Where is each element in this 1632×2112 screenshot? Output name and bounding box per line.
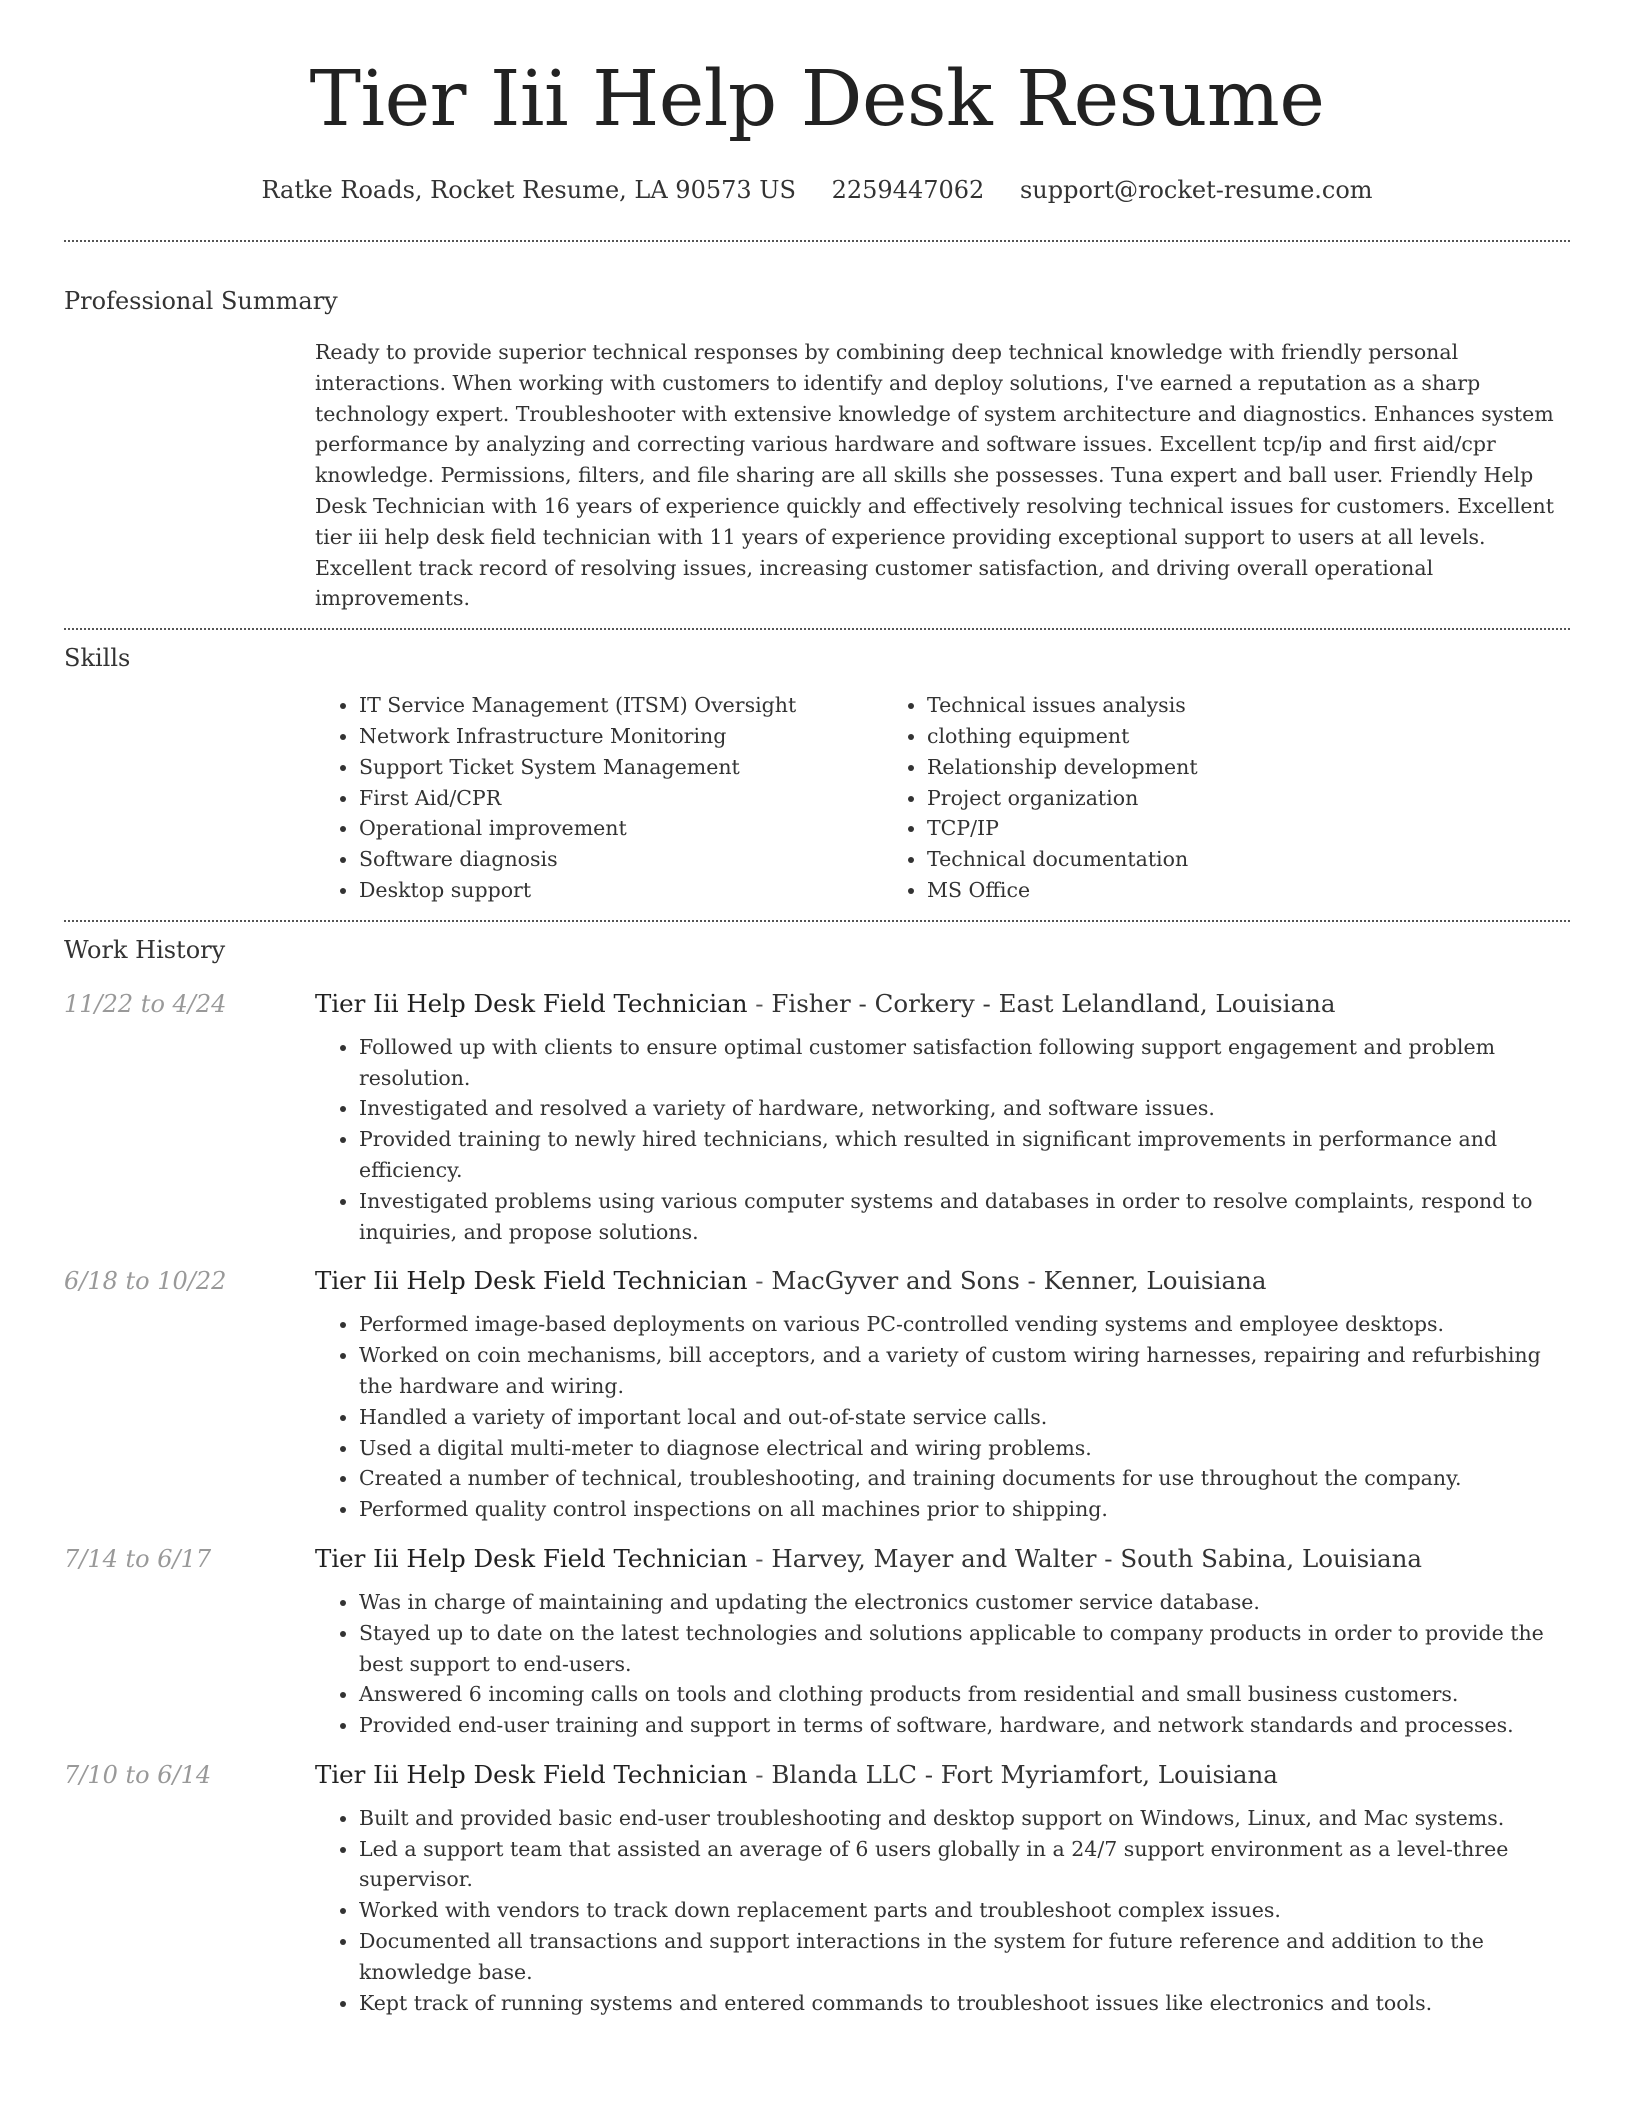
skill-item: • Relationship development: [927, 752, 1537, 783]
skill-item: • TCP/IP: [927, 813, 1537, 844]
skill-item: • MS Office: [927, 875, 1537, 906]
job-entry: [64, 1543, 1570, 1741]
skill-item: • Support Ticket System Management: [359, 752, 887, 783]
job-title-separator: -: [755, 1543, 772, 1573]
skill-item: • Technical documentation: [927, 844, 1537, 875]
summary-section: [64, 242, 1570, 614]
job-bullet: • Investigated problems using various computer systems and databases in order to resolve complaints, respond to inquiries, and propose solutions.: [359, 1186, 1570, 1248]
work-history-list: [64, 988, 1570, 2019]
job-bullet: • Led a support team that assisted an average of 6 users globally in a 24/7 support environment as a level-three supervisor.: [359, 1834, 1570, 1896]
skill-item: • clothing equipment: [927, 721, 1537, 752]
work-history-section: [64, 922, 1570, 2019]
job-title-separator: -: [755, 1759, 772, 1789]
job-entry: [64, 988, 1570, 1248]
job-bullet: • Handled a variety of important local and out-of-state service calls.: [359, 1402, 1570, 1433]
job-bullets: [315, 1803, 1570, 2019]
skills-section: [64, 630, 1570, 906]
skills-grid: [315, 690, 1570, 906]
resume-header: [64, 0, 1570, 206]
summary-text: Ready to provide superior technical responses by combining deep technical knowledge with friendly personal interactions. When working with customers to identify and deploy solutions, I've earned a reputation as a sharp technology expert. Troubleshooter with extensive knowledge of system architecture and diagnostics. Enhances system performance by analyzing and correcting various hardware and software issues. Excellent tcp/ip and first aid/cpr knowledge. Permissions, filters, and file sharing are all skills she possesses. Tuna expert and ball user. Friendly Help Desk Technician with 16 years of experience quickly and effectively resolving technical issues for customers. Excellent tier iii help desk field technician with 11 years of experience providing exceptional support to users at all levels. Excellent track record of resolving issues, increasing customer satisfaction, and driving overall operational improvements.: [315, 340, 1554, 611]
job-dates: 6/18 to 10/22: [64, 1267, 227, 1296]
skill-item: • Network Infrastructure Monitoring: [359, 721, 887, 752]
job-bullet: • Investigated and resolved a variety of hardware, networking, and software issues.: [359, 1093, 1570, 1124]
job-entry: [64, 1265, 1570, 1525]
job-role: Tier Iii Help Desk Field Technician: [315, 988, 748, 1018]
job-bullet: • Built and provided basic end-user troubleshooting and desktop support on Windows, Linux, and Mac systems.: [359, 1803, 1570, 1834]
job-company: Blanda LLC - Fort Myriamfort, Louisiana: [771, 1759, 1278, 1789]
skill-item: • Desktop support: [359, 875, 887, 906]
job-bullet: • Documented all transactions and support interactions in the system for future reference and addition to the knowledge base.: [359, 1926, 1570, 1988]
job-bullet: • Kept track of running systems and entered commands to troubleshoot issues like electronics and tools.: [359, 1988, 1570, 2019]
job-bullet: • Used a digital multi-meter to diagnose electrical and wiring problems.: [359, 1433, 1570, 1464]
job-role: Tier Iii Help Desk Field Technician: [315, 1543, 748, 1573]
job-bullet: • Was in charge of maintaining and updating the electronics customer service database.: [359, 1587, 1570, 1618]
job-bullet: • Performed image-based deployments on various PC-controlled vending systems and employee desktops.: [359, 1309, 1570, 1340]
job-bullet: • Followed up with clients to ensure optimal customer satisfaction following support engagement and problem resolution.: [359, 1032, 1570, 1094]
contact-address: Ratke Roads, Rocket Resume, LA 90573 US: [261, 176, 796, 204]
skill-item: • Project organization: [927, 783, 1537, 814]
job-dates: 11/22 to 4/24: [64, 989, 227, 1018]
job-company: Fisher - Corkery - East Lelandland, Louisiana: [771, 988, 1336, 1018]
job-bullet: • Answered 6 incoming calls on tools and clothing products from residential and small business customers.: [359, 1679, 1570, 1710]
job-bullet: • Stayed up to date on the latest technologies and solutions applicable to company products in order to provide the best support to end-users.: [359, 1618, 1570, 1680]
job-bullets: [315, 1032, 1570, 1248]
skills-heading: Skills: [64, 644, 131, 673]
job-title: [315, 1543, 1570, 1575]
job-bullet: • Worked with vendors to track down replacement parts and troubleshoot complex issues.: [359, 1895, 1570, 1926]
skill-item: • IT Service Management (ITSM) Oversight: [359, 690, 887, 721]
skill-item: • First Aid/CPR: [359, 783, 887, 814]
resume-page: [64, 0, 1570, 2018]
contact-line: [64, 174, 1570, 206]
job-bullets: [315, 1309, 1570, 1525]
job-company: Harvey, Mayer and Walter - South Sabina, Louisiana: [771, 1543, 1422, 1573]
skill-item: • Operational improvement: [359, 813, 887, 844]
contact-phone: 2259447062: [831, 176, 985, 204]
job-bullet: • Provided training to newly hired technicians, which resulted in significant improvements in performance and efficiency.: [359, 1124, 1570, 1186]
contact-email: support@rocket-resume.com: [1019, 176, 1373, 204]
skills-column-left: [315, 690, 887, 906]
job-role: Tier Iii Help Desk Field Technician: [315, 1266, 748, 1296]
skill-item: • Technical issues analysis: [927, 690, 1537, 721]
summary-heading: Professional Summary: [64, 287, 338, 315]
job-entry: [64, 1759, 1570, 2019]
job-title-separator: -: [755, 1266, 772, 1296]
job-bullet: • Created a number of technical, troubleshooting, and training documents for use throughout the company.: [359, 1463, 1570, 1494]
job-dates: 7/10 to 6/14: [64, 1760, 212, 1789]
job-company: MacGyver and Sons - Kenner, Louisiana: [771, 1266, 1267, 1296]
job-title: [315, 1759, 1570, 1791]
resume-title: Tier Iii Help Desk Resume: [309, 55, 1325, 144]
job-bullet: • Performed quality control inspections on all machines prior to shipping.: [359, 1494, 1570, 1525]
job-bullet: • Worked on coin mechanisms, bill acceptors, and a variety of custom wiring harnesses, repairing and refurbishing the hardware and wiring.: [359, 1340, 1570, 1402]
skills-column-right: [887, 690, 1537, 906]
job-title: [315, 1265, 1570, 1297]
job-title-separator: -: [755, 988, 772, 1018]
work-history-heading: Work History: [64, 935, 226, 964]
job-role: Tier Iii Help Desk Field Technician: [315, 1759, 748, 1789]
skill-item: • Software diagnosis: [359, 844, 887, 875]
job-title: [315, 988, 1570, 1020]
job-bullets: [315, 1587, 1570, 1741]
job-dates: 7/14 to 6/17: [64, 1544, 212, 1573]
job-bullet: • Provided end-user training and support in terms of software, hardware, and network standards and processes.: [359, 1710, 1570, 1741]
